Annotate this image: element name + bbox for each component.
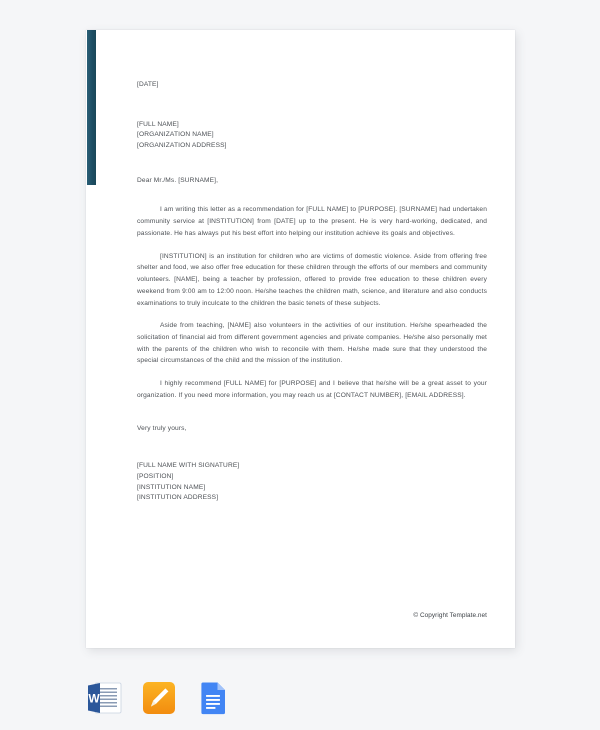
spacer-after-recipient: [137, 152, 487, 176]
svg-text:W: W: [88, 691, 100, 706]
recipient-organization: [ORGANIZATION NAME]: [137, 131, 214, 139]
signature-institution-name: [INSTITUTION NAME]: [137, 483, 206, 491]
spacer-paragraph-3: [137, 367, 487, 378]
body-paragraph-2: [INSTITUTION] is an institution for children who are victims of domestic violence. Aside from offering free shelter and food, we also offer free education for these children through the efforts of our members and community volunteers. [NAME], being a teacher by profession, offered to provide free education to these children every weekend from 9:00 am to 12:00 noon. He/she teaches the children math, science, and literature and also conducts examinations to truly inculcate to the children the basic tenets of these subjects.: [137, 252, 487, 307]
document-page[interactable]: [86, 30, 515, 648]
body-paragraph-4: I highly recommend [FULL NAME] for [PURPOSE] and I believe that he/she will be a great asset to your organization. If you need more information, you may reach us at [CONTACT NUMBER], [EMAIL ADDRESS].: [137, 380, 487, 399]
signature-institution-address: [INSTITUTION ADDRESS]: [137, 494, 219, 502]
date-line: [DATE]: [137, 81, 159, 88]
signature-name: [FULL NAME WITH SIGNATURE]: [137, 462, 240, 470]
ms-word-icon[interactable]: [86, 679, 124, 717]
signature-block: [137, 461, 487, 504]
copyright-notice: © Copyright Template.net: [413, 612, 487, 619]
letter-content: [137, 80, 487, 504]
body-paragraph-3: Aside from teaching, [NAME] also volunteers in the activities of our institution. He/she spearheaded the solicitation of financial aid from different government agencies and private companies. He/she also personally met with the parents of the children who wish to reconcile with them. He/she made sure that they understood the special circumstances of the child and the mission of the institution.: [137, 322, 487, 365]
signature-position: [POSITION]: [137, 472, 174, 480]
salutation-line: Dear Mr./Ms. [SURNAME],: [137, 176, 219, 184]
spacer-before-closing: [137, 402, 487, 424]
format-icon-row: [86, 679, 232, 717]
spacer-after-salutation: [137, 186, 487, 204]
google-docs-icon[interactable]: [194, 679, 232, 717]
spacer-before-signature: [137, 434, 487, 461]
apple-pages-icon[interactable]: [140, 679, 178, 717]
body-paragraph-1: I am writing this letter as a recommendation for [FULL NAME] to [PURPOSE]. [SURNAME] had undertaken community service at [INSTITUTION] from [DATE] up to the present. He is very hard-working, dedicated, and passionate. He has always put his best effort into helping our institution achieve its goals and objectives.: [137, 206, 487, 237]
spacer-paragraph-2: [137, 309, 487, 320]
recipient-address: [ORGANIZATION ADDRESS]: [137, 142, 227, 150]
recipient-block: [137, 120, 487, 152]
spacer-after-date: [137, 91, 487, 120]
recipient-name: [FULL NAME]: [137, 120, 179, 128]
closing-line: Very truly yours,: [137, 424, 187, 432]
accent-bar-decoration: [87, 30, 96, 185]
spacer-paragraph-1: [137, 240, 487, 251]
